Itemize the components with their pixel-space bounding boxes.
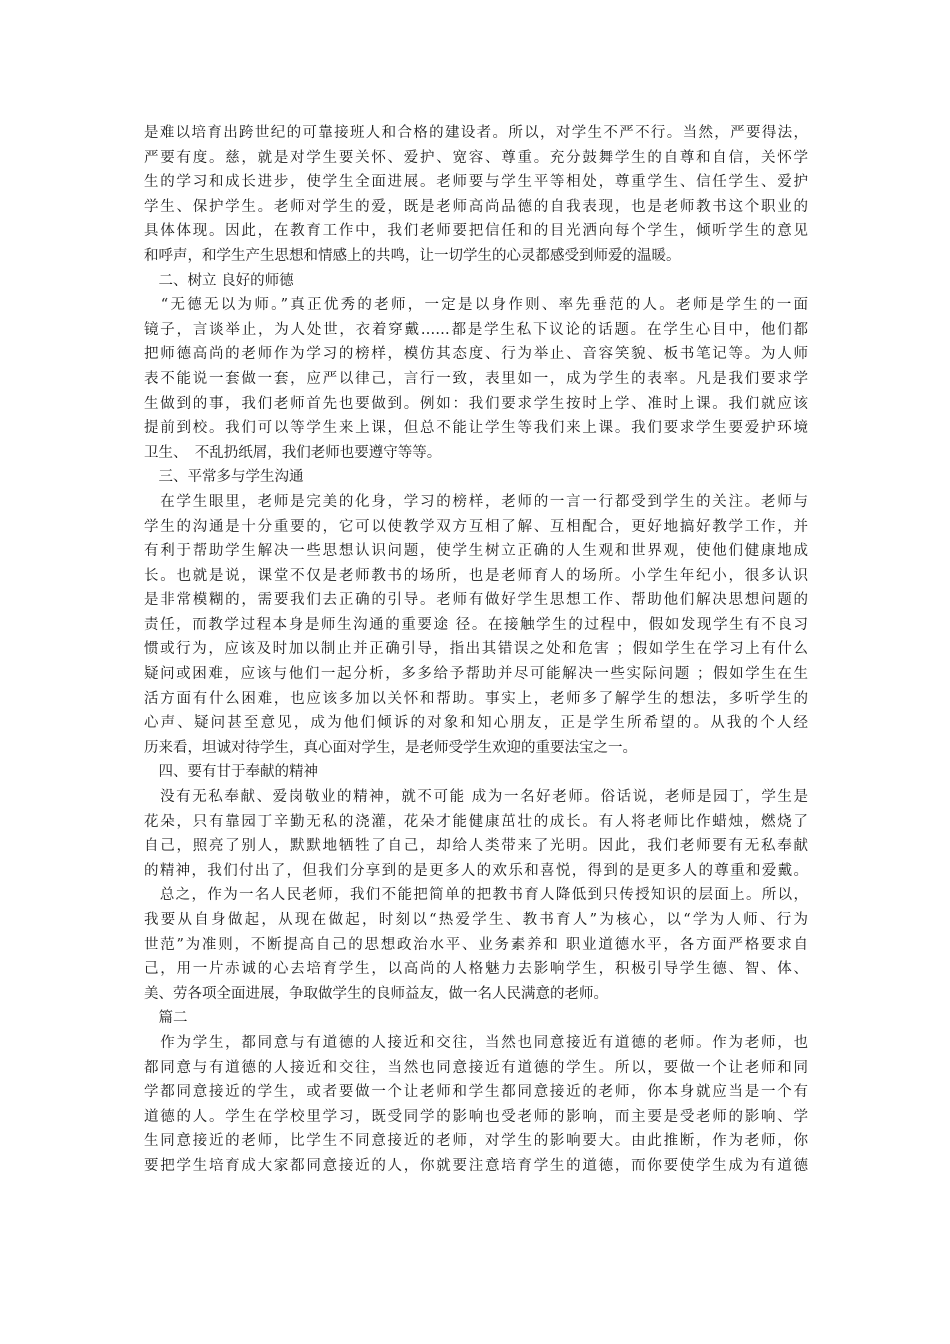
text-line: 责任，而教学过程本身是师生沟通的重要途 径。在接触学生的过程中，假如发现学生有不良习	[144, 616, 808, 633]
text-line: 疑问或困难，应该与他们一起分析，多多给予帮助并尽可能解决一些实际问题 ；假如学生在生	[144, 666, 808, 683]
text-line: 有利于帮助学生解决一些思想认识问题，使学生树立正确的人生观和世界观，使他们健康地成	[144, 543, 808, 560]
text-line: 把师德高尚的老师作为学习的榜样，模仿其态度、行为举止、音容笑貌、板书笔记等。为人师	[144, 346, 808, 363]
document-body	[144, 121, 808, 1179]
text-line: 历来看，坦诚对待学生，真心面对学生，是老师受学生欢迎的重要法宝之一。	[144, 739, 637, 756]
text-line: 学生、保护学生。老师对学生的爱，既是老师高尚品德的自我表现，也是老师教书这个职业的	[144, 198, 808, 215]
text-line: 世范”为准则，不断提高自己的思想政治水平、业务素养和 职业道德水平，各方面严格要求自	[144, 936, 808, 953]
text-line: 道德的人。学生在学校里学习，既受同学的影响也受老师的影响，而主要是受老师的影响、学	[144, 1108, 808, 1125]
text-line: 心声、疑问甚至意见，成为他们倾诉的对象和知心朋友，正是学生所希望的。从我的个人经	[144, 715, 808, 732]
text-line: 花朵，只有靠园丁辛勤无私的浇灌，花朵才能健康茁壮的成长。有人将老师比作蜡烛，燃烧了	[144, 813, 808, 830]
text-line: 惯或行为，应该及时加以制止并正确引导，指出其错误之处和危害 ；假如学生在学习上有什么	[144, 641, 808, 658]
text-line: 篇二	[144, 1010, 188, 1027]
text-line: 四、要有甘于奉献的精神	[144, 764, 318, 781]
text-line: 美、劳各项全面进展，争取做学生的良师益友，做一名人民满意的老师。	[144, 985, 608, 1002]
text-line: 己，用一片赤诚的心去培育学生，以高尚的人格魅力去影响学生，积极引导学生德、智、体、	[144, 961, 808, 978]
text-line: 生同意接近的老师，比学生不同意接近的老师，对学生的影响要大。由此推断，作为老师，你	[144, 1133, 808, 1150]
text-line: 都同意与有道德的人接近和交往，当然也同意接近有道德的学生。所以，要做一个让老师和同	[144, 1059, 808, 1076]
text-line: 具体体现。因此，在教育工作中，我们老师要把信任和的目光洒向每个学生，倾听学生的意见	[144, 223, 808, 240]
text-line: 总之，作为一名人民老师，我们不能把简单的把教书育人降低到只传授知识的层面上。所以，	[144, 887, 808, 904]
text-line: 学都同意接近的学生，或者要做一个让老师和学生都同意接近的老师，你本身就应当是一个有	[144, 1084, 808, 1101]
text-line: 长。也就是说，课堂不仅是老师教书的场所，也是老师育人的场所。小学生年纪小，很多认识	[144, 567, 808, 584]
text-line: 表不能说一套做一套，应严以律己，言行一致，表里如一，成为学生的表率。凡是我们要求学	[144, 370, 808, 387]
text-line: 生的学习和成长进步，使学生全面进展。老师要与学生平等相处，尊重学生、信任学生、爱护	[144, 174, 808, 191]
text-line: 自己，照亮了别人，默默地牺牲了自己，却给人类带来了光明。因此，我们老师要有无私奉献	[144, 838, 808, 855]
text-line: 要把学生培育成大家都同意接近的人，你就要注意培育学生的道德，而你要使学生成为有道德	[144, 1157, 808, 1174]
text-line: 作为学生，都同意与有道德的人接近和交往，当然也同意接近有道德的老师。作为老师，也	[144, 1034, 808, 1051]
text-line: 的精神，我们付出了，但我们分享到的是更多人的欢乐和喜悦，得到的是更多人的尊重和爱戴。	[144, 862, 808, 879]
text-line: 严要有度。慈，就是对学生要关怀、爱护、宽容、尊重。充分鼓舞学生的自尊和自信，关怀学	[144, 149, 808, 166]
text-line: 三、平常多与学生沟通	[144, 469, 304, 486]
text-line: 学生的沟通是十分重要的，它可以使教学双方互相了解、互相配合，更好地搞好教学工作，并	[144, 518, 808, 535]
text-line: 二、树立 良好的师德	[144, 272, 294, 289]
text-line: “无德无以为师。”真正优秀的老师，一定是以身作则、率先垂范的人。老师是学生的一面	[144, 297, 808, 314]
text-line: 是非常模糊的，需要我们去正确的引导。老师有做好学生思想工作、帮助他们解决思想问题的	[144, 592, 808, 609]
text-line: 生做到的事，我们老师首先也要做到。例如：我们要求学生按时上学、准时上课。我们就应该	[144, 395, 808, 412]
text-line: 在学生眼里，老师是完美的化身，学习的榜样，老师的一言一行都受到学生的关注。老师与	[144, 493, 808, 510]
text-line: 我要从自身做起，从现在做起，时刻以“热爱学生、教书育人”为核心，以“学为人师、行为	[144, 912, 808, 928]
text-line: 提前到校。我们可以等学生来上课，但总不能让学生等我们来上课。我们要求学生要爱护环境	[144, 420, 808, 437]
text-line: 没有无私奉献、爱岗敬业的精神，就不可能 成为一名好老师。俗话说，老师是园丁，学生是	[144, 789, 808, 806]
text-line: 卫生、 不乱扔纸屑，我们老师也要遵守等等。	[144, 444, 442, 461]
text-line: 活方面有什么困难，也应该多加以关怀和帮助。事实上，老师多了解学生的想法，多听学生的	[144, 690, 808, 707]
text-line: 是难以培育出跨世纪的可靠接班人和合格的建设者。所以，对学生不严不行。当然，严要得法，	[144, 125, 808, 141]
text-line: 和呼声，和学生产生思想和情感上的共鸣，让一切学生的心灵都感受到师爱的温暖。	[144, 247, 681, 264]
text-line: 镜子，言谈举止，为人处世，衣着穿戴……都是学生私下议论的话题。在学生心目中，他们都	[144, 321, 808, 338]
